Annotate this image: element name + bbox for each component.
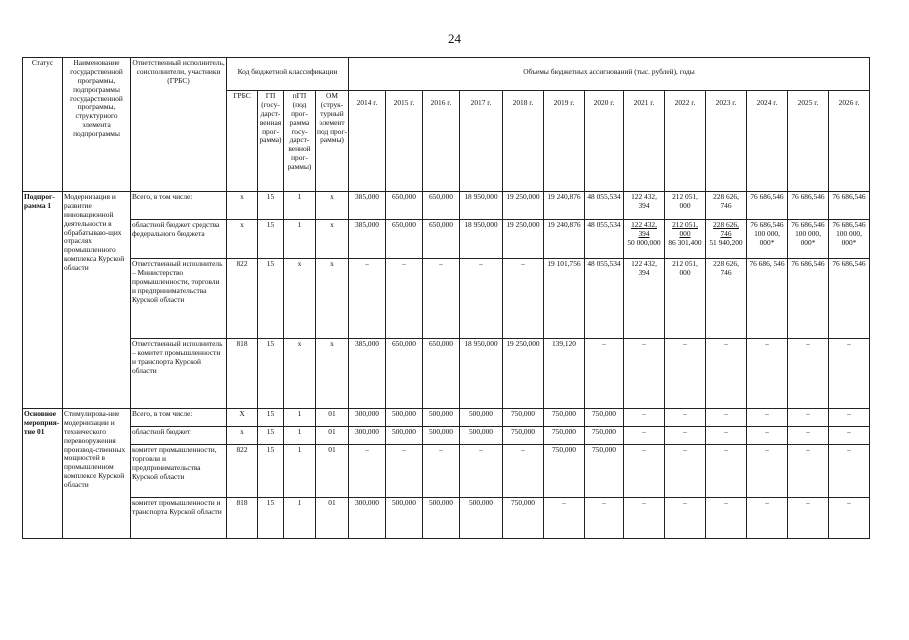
value-cell [423, 498, 460, 539]
header-year: 2018 г. [503, 91, 544, 192]
value-text: 48 055,534 [587, 259, 621, 268]
value-text: 300,000 [354, 409, 380, 418]
value-cell [585, 192, 624, 220]
executor-cell: комитет промышленности, торговли и предпринимательства Курской области [131, 445, 227, 498]
header-code-col: ГРБС [227, 91, 258, 192]
header-executor: Ответственный исполнитель, соисполнители, участники (ГРБС) [131, 58, 227, 192]
value-cell [706, 220, 747, 259]
value-cell [665, 220, 706, 259]
value-text: 19 250,000 [506, 192, 540, 201]
table-row [23, 427, 870, 445]
value-cell [829, 192, 870, 220]
value-text: 500,000 [468, 498, 494, 507]
value-text-secondary: 86 301,400 [668, 237, 702, 247]
value-cell [788, 220, 829, 259]
value-cell [423, 427, 460, 445]
code-cell: х [316, 259, 349, 339]
value-text: – [765, 498, 769, 507]
value-text: 76 686,546 [750, 192, 784, 201]
code-cell: 822 [227, 259, 258, 339]
value-cell [503, 259, 544, 339]
value-cell [624, 427, 665, 445]
value-cell [585, 498, 624, 539]
value-cell [349, 498, 386, 539]
value-cell [544, 339, 585, 409]
value-cell [829, 445, 870, 498]
value-text: 300,000 [354, 427, 380, 436]
value-text: 19 250,000 [506, 220, 540, 229]
value-text: 18 950,000 [464, 339, 498, 348]
status-cell: Основное мероприя-тие 01 [23, 409, 63, 539]
value-cell [386, 409, 423, 427]
value-text-secondary: 50 000,000 [627, 237, 661, 247]
value-text: – [521, 445, 525, 454]
value-cell [460, 409, 503, 427]
value-text: 300,000 [354, 498, 380, 507]
code-cell: 15 [258, 427, 284, 445]
value-cell [503, 220, 544, 259]
value-cell [544, 192, 585, 220]
value-cell [585, 445, 624, 498]
value-cell [788, 339, 829, 409]
value-text: 385,000 [354, 220, 380, 229]
value-text: 76 686,546 [791, 259, 825, 268]
value-cell [503, 339, 544, 409]
value-text: 122 432, 394 [631, 192, 657, 210]
value-text: 750,000 [510, 498, 536, 507]
value-text: – [683, 339, 687, 348]
value-text: – [765, 339, 769, 348]
value-text: 650,000 [428, 192, 454, 201]
value-text: 19 240,876 [547, 192, 581, 201]
value-cell [829, 409, 870, 427]
value-cell [460, 339, 503, 409]
value-text: 500,000 [428, 427, 454, 436]
value-text: – [365, 259, 369, 268]
value-text: 750,000 [591, 409, 617, 418]
value-cell [423, 259, 460, 339]
value-text-secondary: 100 000, 000* [754, 228, 780, 247]
value-cell [460, 498, 503, 539]
value-text: 650,000 [391, 339, 417, 348]
value-text: 18 950,000 [464, 220, 498, 229]
value-text: – [562, 498, 566, 507]
code-cell: 15 [258, 445, 284, 498]
value-text: – [847, 339, 851, 348]
header-code-col: ОМ (струк-турный элемент под прог-раммы) [316, 91, 349, 192]
value-text: – [724, 409, 728, 418]
value-cell [747, 498, 788, 539]
value-cell [544, 220, 585, 259]
value-text: 385,000 [354, 192, 380, 201]
code-cell: х [284, 339, 316, 409]
value-text: 76 686, 546 [749, 259, 785, 268]
code-cell: 15 [258, 192, 284, 220]
value-cell [747, 192, 788, 220]
header-row-1 [23, 58, 870, 91]
value-cell [624, 220, 665, 259]
value-cell [423, 409, 460, 427]
value-text: 122 432, 394 [631, 259, 657, 277]
value-text: 500,000 [468, 427, 494, 436]
code-cell: 1 [284, 498, 316, 539]
value-text: – [439, 259, 443, 268]
value-cell [665, 192, 706, 220]
value-cell [349, 192, 386, 220]
header-year: 2016 г. [423, 91, 460, 192]
value-cell [544, 409, 585, 427]
code-cell: х [316, 339, 349, 409]
value-cell [386, 445, 423, 498]
value-text: 19 101,756 [547, 259, 581, 268]
value-text: 385,000 [354, 339, 380, 348]
value-cell [788, 498, 829, 539]
value-cell [829, 339, 870, 409]
value-cell [349, 259, 386, 339]
value-text: 750,000 [551, 409, 577, 418]
value-cell [706, 445, 747, 498]
value-text: 76 686,546 [832, 259, 866, 268]
code-cell: 01 [316, 498, 349, 539]
header-code-group: Код бюджетной классификации [227, 58, 349, 91]
value-text: 76 686,546 [750, 220, 784, 229]
value-cell [706, 339, 747, 409]
value-cell [460, 192, 503, 220]
value-cell [349, 445, 386, 498]
value-text: – [683, 445, 687, 454]
code-cell: 15 [258, 220, 284, 259]
value-text: – [479, 445, 483, 454]
value-text: – [765, 445, 769, 454]
value-text: – [602, 498, 606, 507]
value-text: 18 950,000 [464, 192, 498, 201]
value-text: – [724, 339, 728, 348]
value-text: – [847, 498, 851, 507]
value-cell [665, 339, 706, 409]
value-text: 139,120 [551, 339, 577, 348]
value-text-secondary: 100 000, 000* [795, 228, 821, 247]
name-cell: Стимулирова-ние модернизации и технического перевооружения производ-ственных мощностей в промышленном комплексе Курской области [63, 409, 131, 539]
header-year: 2022 г. [665, 91, 706, 192]
table-row [23, 192, 870, 220]
code-cell: 822 [227, 445, 258, 498]
value-text: 48 055,534 [587, 220, 621, 229]
value-text: 76 686,546 [832, 192, 866, 201]
value-cell [706, 498, 747, 539]
value-cell [503, 498, 544, 539]
code-cell: 15 [258, 259, 284, 339]
code-cell: х [227, 192, 258, 220]
value-text: 500,000 [428, 498, 454, 507]
header-year: 2015 г. [386, 91, 423, 192]
value-text: 228 626, 746 [713, 220, 739, 238]
value-cell [423, 445, 460, 498]
value-text: – [806, 427, 810, 436]
value-text: – [402, 259, 406, 268]
value-text: – [847, 409, 851, 418]
value-cell [829, 427, 870, 445]
value-cell [386, 498, 423, 539]
value-cell [747, 427, 788, 445]
code-cell: 818 [227, 339, 258, 409]
value-cell [503, 427, 544, 445]
value-cell [503, 409, 544, 427]
value-cell [747, 445, 788, 498]
header-year: 2025 г. [788, 91, 829, 192]
value-cell [624, 445, 665, 498]
value-cell [624, 192, 665, 220]
value-cell [349, 409, 386, 427]
code-cell: 01 [316, 445, 349, 498]
value-cell [585, 427, 624, 445]
code-cell: 15 [258, 498, 284, 539]
value-text: 650,000 [391, 220, 417, 229]
value-text: 76 686,546 [791, 192, 825, 201]
value-text: 76 686,546 [832, 220, 866, 229]
code-cell: 15 [258, 339, 284, 409]
value-text: – [683, 409, 687, 418]
value-cell [624, 498, 665, 539]
value-text: – [806, 339, 810, 348]
value-cell [503, 192, 544, 220]
value-cell [706, 427, 747, 445]
executor-cell: областной бюджет средства федерального бюджета [131, 220, 227, 259]
value-text: – [521, 259, 525, 268]
value-cell [585, 409, 624, 427]
value-text: 76 686,546 [791, 220, 825, 229]
code-cell: 01 [316, 427, 349, 445]
header-year: 2024 г. [747, 91, 788, 192]
code-cell: 1 [284, 427, 316, 445]
budget-table [22, 57, 870, 539]
header-year: 2021 г. [624, 91, 665, 192]
value-cell [585, 339, 624, 409]
value-text: – [765, 409, 769, 418]
value-cell [665, 498, 706, 539]
value-cell [706, 192, 747, 220]
value-text: 212 051, 000 [672, 192, 698, 210]
value-text: – [642, 339, 646, 348]
value-text: – [683, 498, 687, 507]
page-number: 24 [448, 31, 461, 46]
value-text: – [479, 259, 483, 268]
value-cell [544, 427, 585, 445]
table-row [23, 259, 870, 339]
value-cell [747, 259, 788, 339]
value-cell [747, 409, 788, 427]
value-cell [665, 427, 706, 445]
executor-cell: Ответственный исполнитель – Министерство промышленности, торговли и предпринимательства Курской области [131, 259, 227, 339]
executor-cell: Всего, в том числе: [131, 409, 227, 427]
code-cell: х [227, 427, 258, 445]
value-cell [585, 259, 624, 339]
code-cell: 1 [284, 409, 316, 427]
value-text: – [806, 445, 810, 454]
value-cell [460, 427, 503, 445]
value-cell [585, 220, 624, 259]
value-text: – [724, 498, 728, 507]
name-cell: Модернизация и развитие инновационной деятельности в обрабатываю-щих отраслях промышленного комплекса Курской области [63, 192, 131, 409]
value-cell [665, 445, 706, 498]
table-row [23, 220, 870, 259]
value-text: 500,000 [391, 498, 417, 507]
value-cell [386, 339, 423, 409]
value-text: – [724, 445, 728, 454]
value-text: – [642, 445, 646, 454]
executor-cell: Всего, в том числе: [131, 192, 227, 220]
value-text: 48 055,534 [587, 192, 621, 201]
value-text: 500,000 [428, 409, 454, 418]
value-text: 228 626, 746 [713, 259, 739, 277]
value-text: – [806, 409, 810, 418]
executor-cell: Ответственный исполнитель – комитет промышленности и транспорта Курской области [131, 339, 227, 409]
value-cell [624, 339, 665, 409]
value-cell [624, 259, 665, 339]
value-cell [544, 445, 585, 498]
value-cell [665, 409, 706, 427]
value-text: – [642, 409, 646, 418]
header-year: 2014 г. [349, 91, 386, 192]
code-cell: х [316, 220, 349, 259]
value-text: – [642, 498, 646, 507]
value-text: 122 432, 394 [631, 220, 657, 238]
value-text: 750,000 [510, 427, 536, 436]
code-cell: х [227, 220, 258, 259]
executor-cell: комитет промышленности и транспорта Курской области [131, 498, 227, 539]
table-row [23, 498, 870, 539]
value-cell [544, 498, 585, 539]
code-cell: 15 [258, 409, 284, 427]
code-cell: 1 [284, 445, 316, 498]
code-cell: 1 [284, 192, 316, 220]
value-text: – [402, 445, 406, 454]
header-status: Статус [23, 58, 63, 192]
value-cell [829, 498, 870, 539]
header-name: Наименование государственной программы, подпрограммы государственной программы, структурного элемента подпрограммы [63, 58, 131, 192]
value-text: 212 051, 000 [672, 259, 698, 277]
value-text: – [765, 427, 769, 436]
value-text: 212 051, 000 [672, 220, 698, 238]
table-row [23, 339, 870, 409]
value-text: 750,000 [591, 445, 617, 454]
value-cell [349, 427, 386, 445]
value-cell [788, 427, 829, 445]
value-cell [423, 339, 460, 409]
value-text: – [806, 498, 810, 507]
header-year: 2023 г. [706, 91, 747, 192]
value-text: – [642, 427, 646, 436]
value-text: 650,000 [428, 220, 454, 229]
value-cell [706, 259, 747, 339]
value-text: – [847, 445, 851, 454]
table-row [23, 445, 870, 498]
value-cell [747, 220, 788, 259]
value-cell [788, 445, 829, 498]
code-cell: х [316, 192, 349, 220]
value-cell [665, 259, 706, 339]
status-cell: Подпрог-рамма 1 [23, 192, 63, 409]
value-cell [829, 259, 870, 339]
value-text: 500,000 [468, 409, 494, 418]
code-cell: х [284, 259, 316, 339]
value-cell [706, 409, 747, 427]
value-cell [423, 220, 460, 259]
value-cell [460, 259, 503, 339]
value-text: – [602, 339, 606, 348]
value-text: – [439, 445, 443, 454]
header-code-col: пГП (под прог-рамма госу-дарст-венной прог-раммы) [284, 91, 316, 192]
value-text: 19 250,000 [506, 339, 540, 348]
value-cell [460, 220, 503, 259]
executor-cell: областной бюджет [131, 427, 227, 445]
code-cell: 01 [316, 409, 349, 427]
value-cell [423, 192, 460, 220]
code-cell: Х [227, 409, 258, 427]
value-cell [386, 220, 423, 259]
code-cell: 818 [227, 498, 258, 539]
value-cell [624, 409, 665, 427]
value-cell [747, 339, 788, 409]
value-text-secondary: 51 940,200 [709, 237, 743, 247]
value-cell [460, 445, 503, 498]
value-text-secondary: 100 000, 000* [836, 228, 862, 247]
value-text: 750,000 [591, 427, 617, 436]
value-cell [788, 192, 829, 220]
value-cell [349, 220, 386, 259]
header-code-col: ГП (госу-дарст-венная прог-рамма) [258, 91, 284, 192]
value-text: – [683, 427, 687, 436]
table-row [23, 409, 870, 427]
value-text: – [847, 427, 851, 436]
header-year: 2026 г. [829, 91, 870, 192]
value-cell [788, 409, 829, 427]
value-text: 228 626, 746 [713, 192, 739, 210]
value-text: – [365, 445, 369, 454]
value-text: 750,000 [510, 409, 536, 418]
value-cell [386, 192, 423, 220]
header-year: 2019 г. [544, 91, 585, 192]
value-cell [829, 220, 870, 259]
value-text: 650,000 [428, 339, 454, 348]
header-year: 2017 г. [460, 91, 503, 192]
value-cell [349, 339, 386, 409]
value-text: 750,000 [551, 445, 577, 454]
value-text: 500,000 [391, 409, 417, 418]
value-cell [503, 445, 544, 498]
header-year: 2020 г. [585, 91, 624, 192]
value-cell [788, 259, 829, 339]
value-cell [386, 259, 423, 339]
header-volumes-group: Объемы бюджетных ассигнований (тыс. рублей), годы [349, 58, 870, 91]
value-text: 500,000 [391, 427, 417, 436]
value-text: 650,000 [391, 192, 417, 201]
value-text: – [724, 427, 728, 436]
value-text: 750,000 [551, 427, 577, 436]
code-cell: 1 [284, 220, 316, 259]
value-cell [386, 427, 423, 445]
value-cell [544, 259, 585, 339]
value-text: 19 240,876 [547, 220, 581, 229]
